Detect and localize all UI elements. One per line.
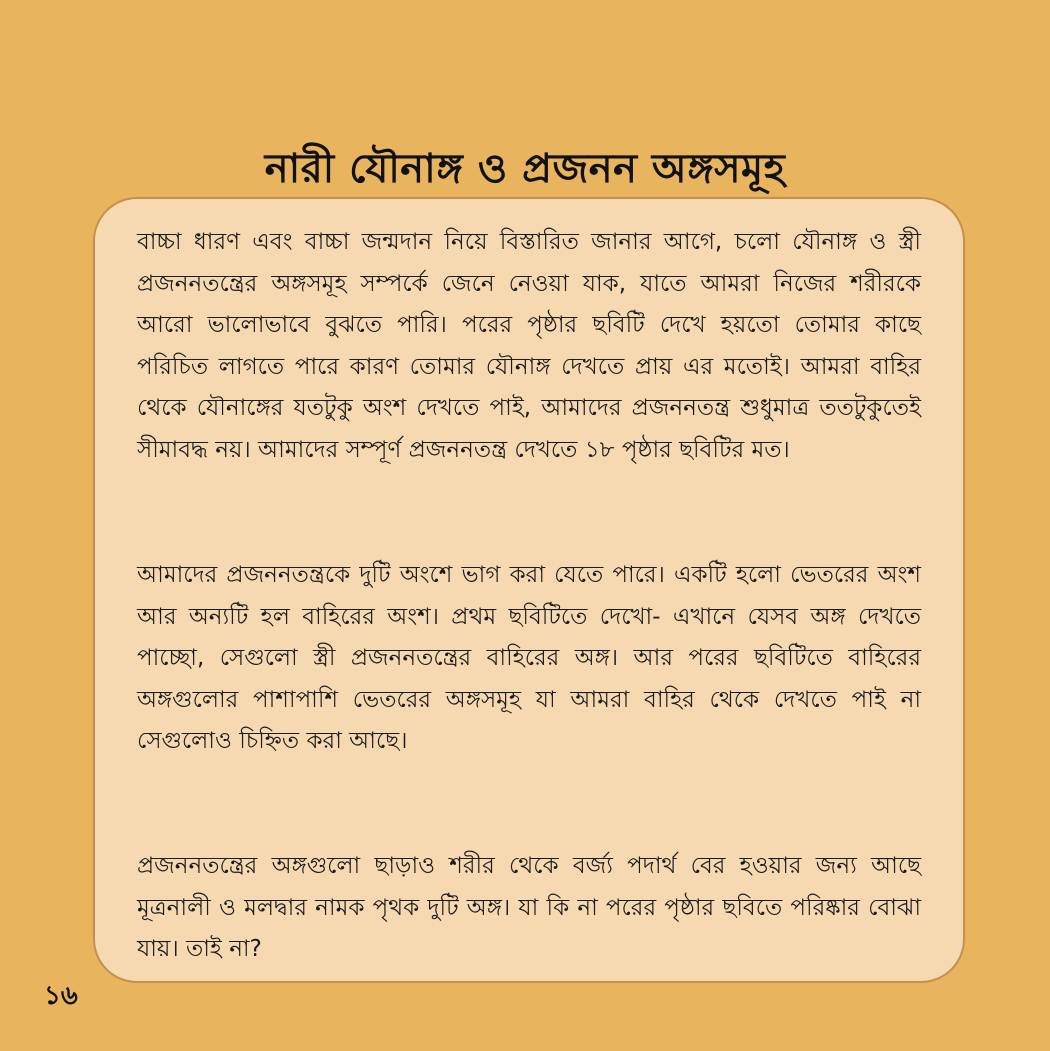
paragraph-intro: বাচ্চা ধারণ এবং বাচ্চা জন্মদান নিয়ে বিস্তারিত জানার আগে, চলো যৌনাঙ্গ ও স্ত্রী প্রজননতন্ত্রের অঙ্গসমূহ সম্পর্কে জেনে নেওয়া যাক, যাতে আমরা নিজের শরীরকে আরো ভালোভাবে বুঝতে পারি। পরের পৃষ্ঠার ছবিটি দেখে হয়তো তোমার কাছে পরিচিত লাগতে পারে কারণ তোমার যৌনাঙ্গ দেখতে প্রায় এর মতোই। আমরা বাহির থেকে যৌনাঙ্গের যতটুকু অংশ দেখতে পাই, আমাদের প্রজননতন্ত্র শুধুমাত্র ততটুকুতেই সীমাবদ্ধ নয়। আমাদের সম্পূর্ণ প্রজননতন্ত্র দেখতে ১৮ পৃষ্ঠার ছবিটির মত। <box>137 229 921 463</box>
paragraph-waste-organs: প্রজননতন্ত্রের অঙ্গগুলো ছাড়াও শরীর থেকে বর্জ্য পদার্থ বের হওয়ার জন্য আছে মূত্রনালী ও মলদ্বার নামক পৃথক দুটি অঙ্গ। যা কি না পরের পৃষ্ঠার ছবিতে পরিষ্কার বোঝা যায়। তাই না? <box>137 853 921 962</box>
page-number: ১৬ <box>44 981 78 1011</box>
paragraph-parts: আমাদের প্রজননতন্ত্রকে দুটি অংশে ভাগ করা যেতে পারে। একটি হলো ভেতরের অংশ আর অন্যটি হল বাহিরের অংশ। প্রথম ছবিটিতে দেখো- এখানে যেসব অঙ্গ দেখতে পাচ্ছো, সেগুলো স্ত্রী প্রজননতন্ত্রের বাহিরের অঙ্গ। আর পরের ছবিটিতে বাহিরের অঙ্গগুলোর পাশাপাশি ভেতরের অঙ্গসমূহ যা আমরা বাহির থেকে দেখতে পাই না সেগুলোও চিহ্নিত করা আছে। <box>137 562 921 754</box>
page-title: নারী যৌনাঙ্গ ও প্রজনন অঙ্গসমূহ <box>264 144 786 192</box>
content-card <box>93 197 965 983</box>
